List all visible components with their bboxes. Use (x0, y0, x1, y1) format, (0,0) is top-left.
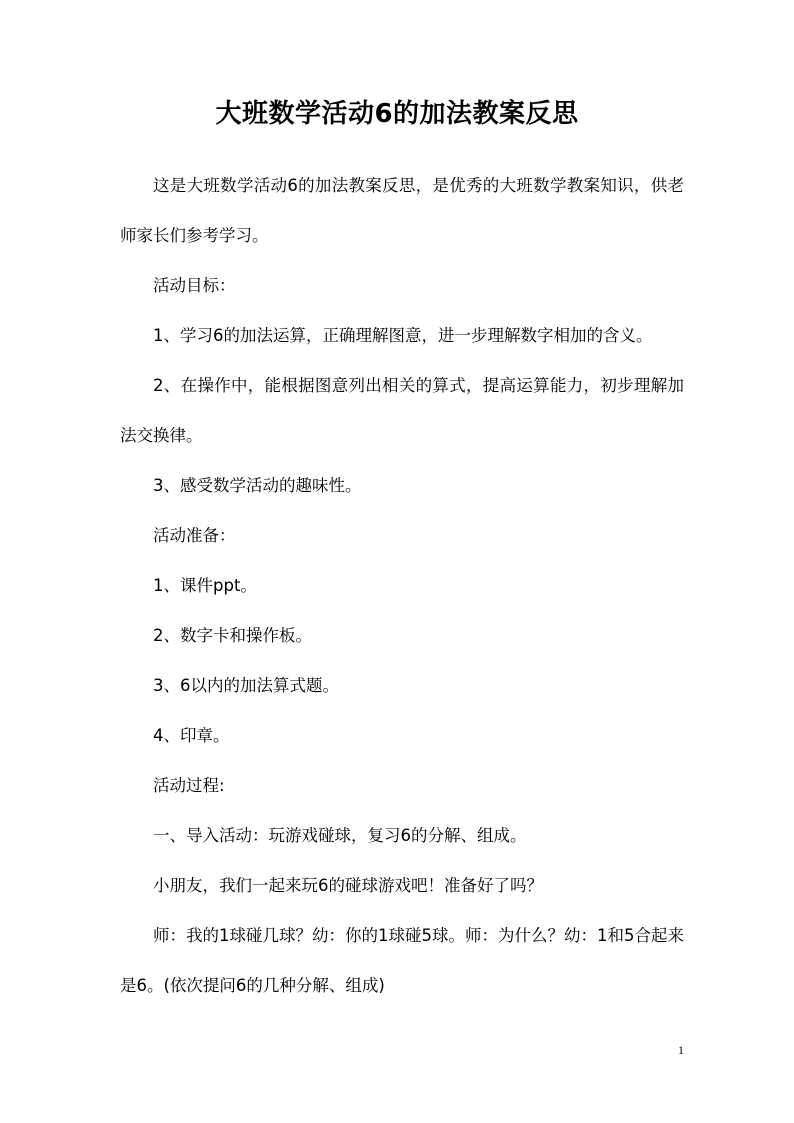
heading-activity-preparation: 活动准备： (153, 526, 236, 545)
heading-activity-process: 活动过程: (153, 776, 225, 795)
process-paragraph-1: 小朋友，我们一起来玩6的碰球游戏吧！准备好了吗？ (153, 876, 543, 895)
goal-item-3: 3、感受数学活动的趣味性。 (153, 476, 362, 495)
goal-item-2: 2、在操作中，能根据图意列出相关的算式，提高运算能力，初步理解加法交换律。 (120, 376, 684, 445)
process-paragraph-2: 师：我的1球碰几球？幼：你的1球碰5球。师：为什么？幼：1和5合起来是6。(依次提问6的几种分解、组成) (120, 926, 684, 995)
goal-item-1: 1、学习6的加法运算，正确理解图意，进一步理解数字相加的含义。 (153, 326, 653, 345)
paragraph-intro: 这是大班数学活动6的加法教案反思，是优秀的大班数学教案知识，供老师家长们参考学习。 (120, 176, 684, 245)
document-title: 大班数学活动6的加法教案反思 (215, 99, 579, 129)
preparation-item-4: 4、印章。 (153, 726, 230, 745)
document-body (120, 161, 684, 1011)
preparation-item-1: 1、课件ppt。 (153, 576, 257, 595)
heading-activity-goals: 活动目标： (153, 276, 236, 295)
page-number: 1 (678, 1043, 684, 1057)
preparation-item-3: 3、6以内的加法算式题。 (153, 676, 339, 695)
preparation-item-2: 2、数字卡和操作板。 (153, 626, 312, 645)
process-step-1: 一、导入活动：玩游戏碰球，复习6的分解、组成。 (153, 826, 527, 845)
